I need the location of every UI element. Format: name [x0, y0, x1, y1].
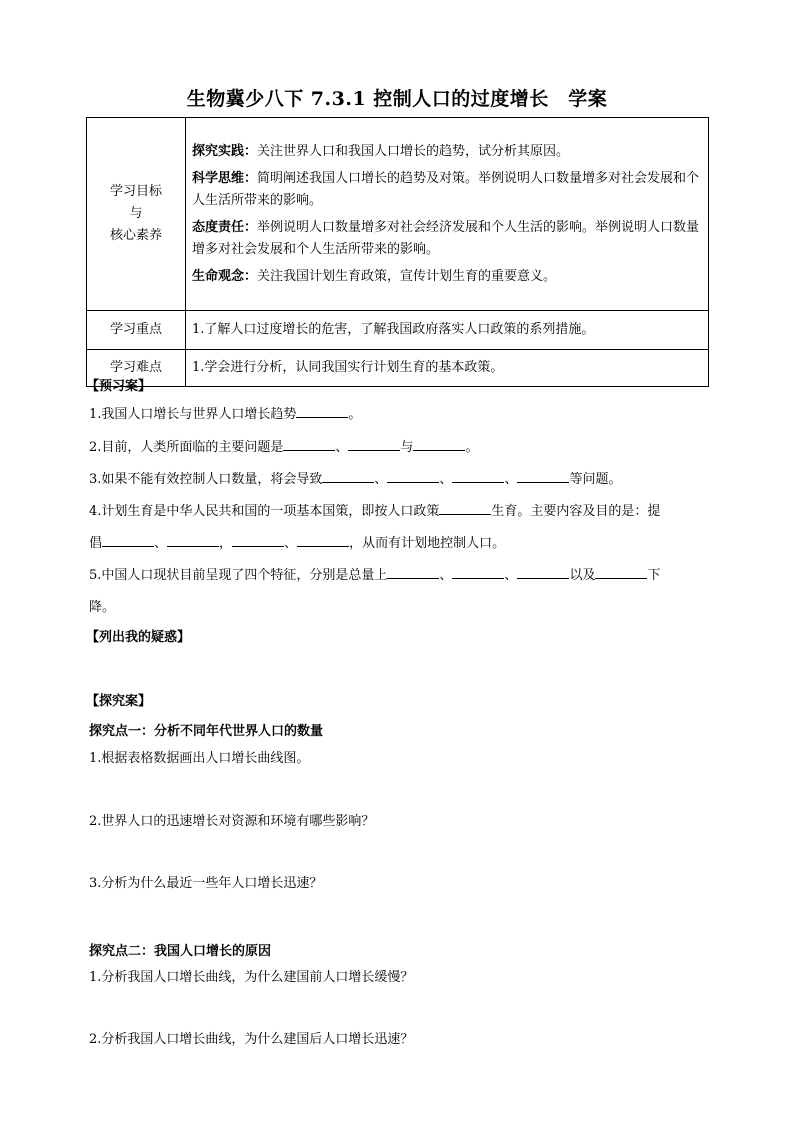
preview-question-4-cont — [89, 528, 709, 560]
answer-blank[interactable] — [517, 468, 569, 483]
answer-blank[interactable] — [297, 532, 349, 547]
answer-blank[interactable] — [296, 403, 348, 418]
explore-point-1-question-1: 1.根据表格数据画出人口增长曲线图。 — [89, 751, 310, 766]
question-text: 等问题。 — [569, 472, 622, 487]
goal-label: 生命观念： — [192, 268, 258, 284]
explore-point-1-question-2: 2.世界人口的迅速增长对资源和环境有哪些影响？ — [89, 814, 375, 829]
answer-blank[interactable] — [348, 436, 400, 451]
goal-label: 科学思维： — [192, 170, 258, 186]
page-title: 生物冀少八下 7.3.1 控制人口的过度增长 学案 — [186, 88, 608, 110]
question-text: 生育。主要内容及目的是：提 — [491, 504, 661, 519]
question-text: 下 — [647, 568, 661, 583]
answer-blank[interactable] — [322, 468, 374, 483]
goal-text: 简明阐述我国人口增长的趋势及对策。举例说明人口数量增多对社会发展和个人生活所带来的影响。 — [192, 170, 700, 208]
answer-blank[interactable] — [387, 564, 439, 579]
goals-header-line-3: 核心素养 — [109, 228, 162, 243]
answer-blank[interactable] — [439, 500, 491, 515]
question-text: 1.我国人口增长与世界人口增长趋势 — [89, 407, 297, 422]
answer-blank[interactable] — [283, 436, 335, 451]
question-text: 3.如果不能有效控制人口数量，将会导致 — [89, 472, 323, 487]
explore-point-2-question-2: 2.分析我国人口增长曲线，为什么建国后人口增长迅速？ — [89, 1032, 414, 1047]
question-text: 、 — [335, 440, 349, 455]
separator: 、 — [284, 536, 298, 551]
explore-point-2: 探究点二：我国人口增长的原因 — [89, 944, 272, 959]
preview-question-1 — [89, 399, 709, 431]
preview-heading: 【预习案】 — [86, 379, 152, 394]
separator: ， — [219, 536, 233, 551]
separator: 、 — [374, 472, 388, 487]
answer-blank[interactable] — [595, 564, 647, 579]
difficulty-row — [87, 350, 709, 387]
answer-blank[interactable] — [413, 436, 465, 451]
answer-blank[interactable] — [167, 532, 219, 547]
learning-goals-table — [86, 117, 709, 387]
goals-header-line-2: 与 — [129, 206, 143, 221]
goal-item — [192, 168, 702, 212]
explore-point-2-question-1: 1.分析我国人口增长曲线，为什么建国前人口增长缓慢？ — [89, 970, 414, 985]
goal-label: 探究实践： — [192, 143, 258, 159]
goal-item — [192, 141, 702, 163]
goal-text: 关注我国计划生育政策，宣传计划生育的重要意义。 — [257, 268, 557, 284]
question-text: ，从而有计划地控制人口。 — [349, 536, 506, 551]
question-text: 。 — [465, 440, 479, 455]
preview-question-4 — [89, 496, 709, 528]
answer-blank[interactable] — [452, 468, 504, 483]
key-points-text: 1.了解人口过度增长的危害，了解我国政府落实人口政策的系列措施。 — [186, 311, 709, 350]
key-points-header: 学习重点 — [87, 311, 186, 350]
separator: 、 — [439, 472, 453, 487]
key-points-row — [87, 311, 709, 350]
goal-text: 举例说明人口数量增多对社会经济发展和个人生活的影响。举例说明人口数量增多对社会发展和个人生活所带来的影响。 — [192, 219, 700, 257]
question-text: 。 — [348, 407, 362, 422]
question-text: 4.计划生育是中华人民共和国的一项基本国策，即按人口政策 — [89, 504, 440, 519]
separator: 、 — [154, 536, 168, 551]
separator: 、 — [504, 568, 518, 583]
goal-text: 关注世界人口和我国人口增长的趋势，试分析其原因。 — [257, 143, 570, 159]
separator: 、 — [504, 472, 518, 487]
question-text: 5.中国人口现状目前呈现了四个特征，分别是总量上 — [89, 568, 388, 583]
question-text: 以及 — [569, 568, 596, 583]
goal-item — [192, 217, 702, 261]
question-text: 倡 — [89, 536, 103, 551]
separator: 、 — [439, 568, 453, 583]
goal-label: 态度责任： — [192, 219, 258, 235]
answer-blank[interactable] — [102, 532, 154, 547]
answer-blank[interactable] — [232, 532, 284, 547]
difficulty-header: 学习难点 — [87, 350, 186, 387]
explore-heading: 【探究案】 — [86, 694, 152, 709]
preview-question-2 — [89, 432, 709, 464]
goals-header-cell — [87, 118, 186, 311]
explore-point-1: 探究点一：分析不同年代世界人口的数量 — [89, 724, 324, 739]
answer-blank[interactable] — [452, 564, 504, 579]
explore-point-1-question-3: 3.分析为什么最近一些年人口增长迅速？ — [89, 876, 323, 891]
goal-item — [192, 266, 702, 288]
question-text: 与 — [400, 440, 414, 455]
preview-question-5 — [89, 560, 709, 592]
answer-blank[interactable] — [387, 468, 439, 483]
goals-row — [87, 118, 709, 311]
difficulty-text: 1.学会进行分析，认同我国实行计划生育的基本政策。 — [186, 350, 709, 387]
question-text: 2.目前，人类所面临的主要问题是 — [89, 440, 284, 455]
preview-question-3 — [89, 464, 709, 496]
goals-content-cell — [186, 118, 709, 311]
answer-blank[interactable] — [517, 564, 569, 579]
question-text: 降。 — [89, 600, 116, 615]
goals-header-line-1: 学习目标 — [109, 184, 162, 199]
doubts-heading: 【列出我的疑惑】 — [86, 630, 191, 645]
preview-question-5-cont — [89, 592, 709, 624]
